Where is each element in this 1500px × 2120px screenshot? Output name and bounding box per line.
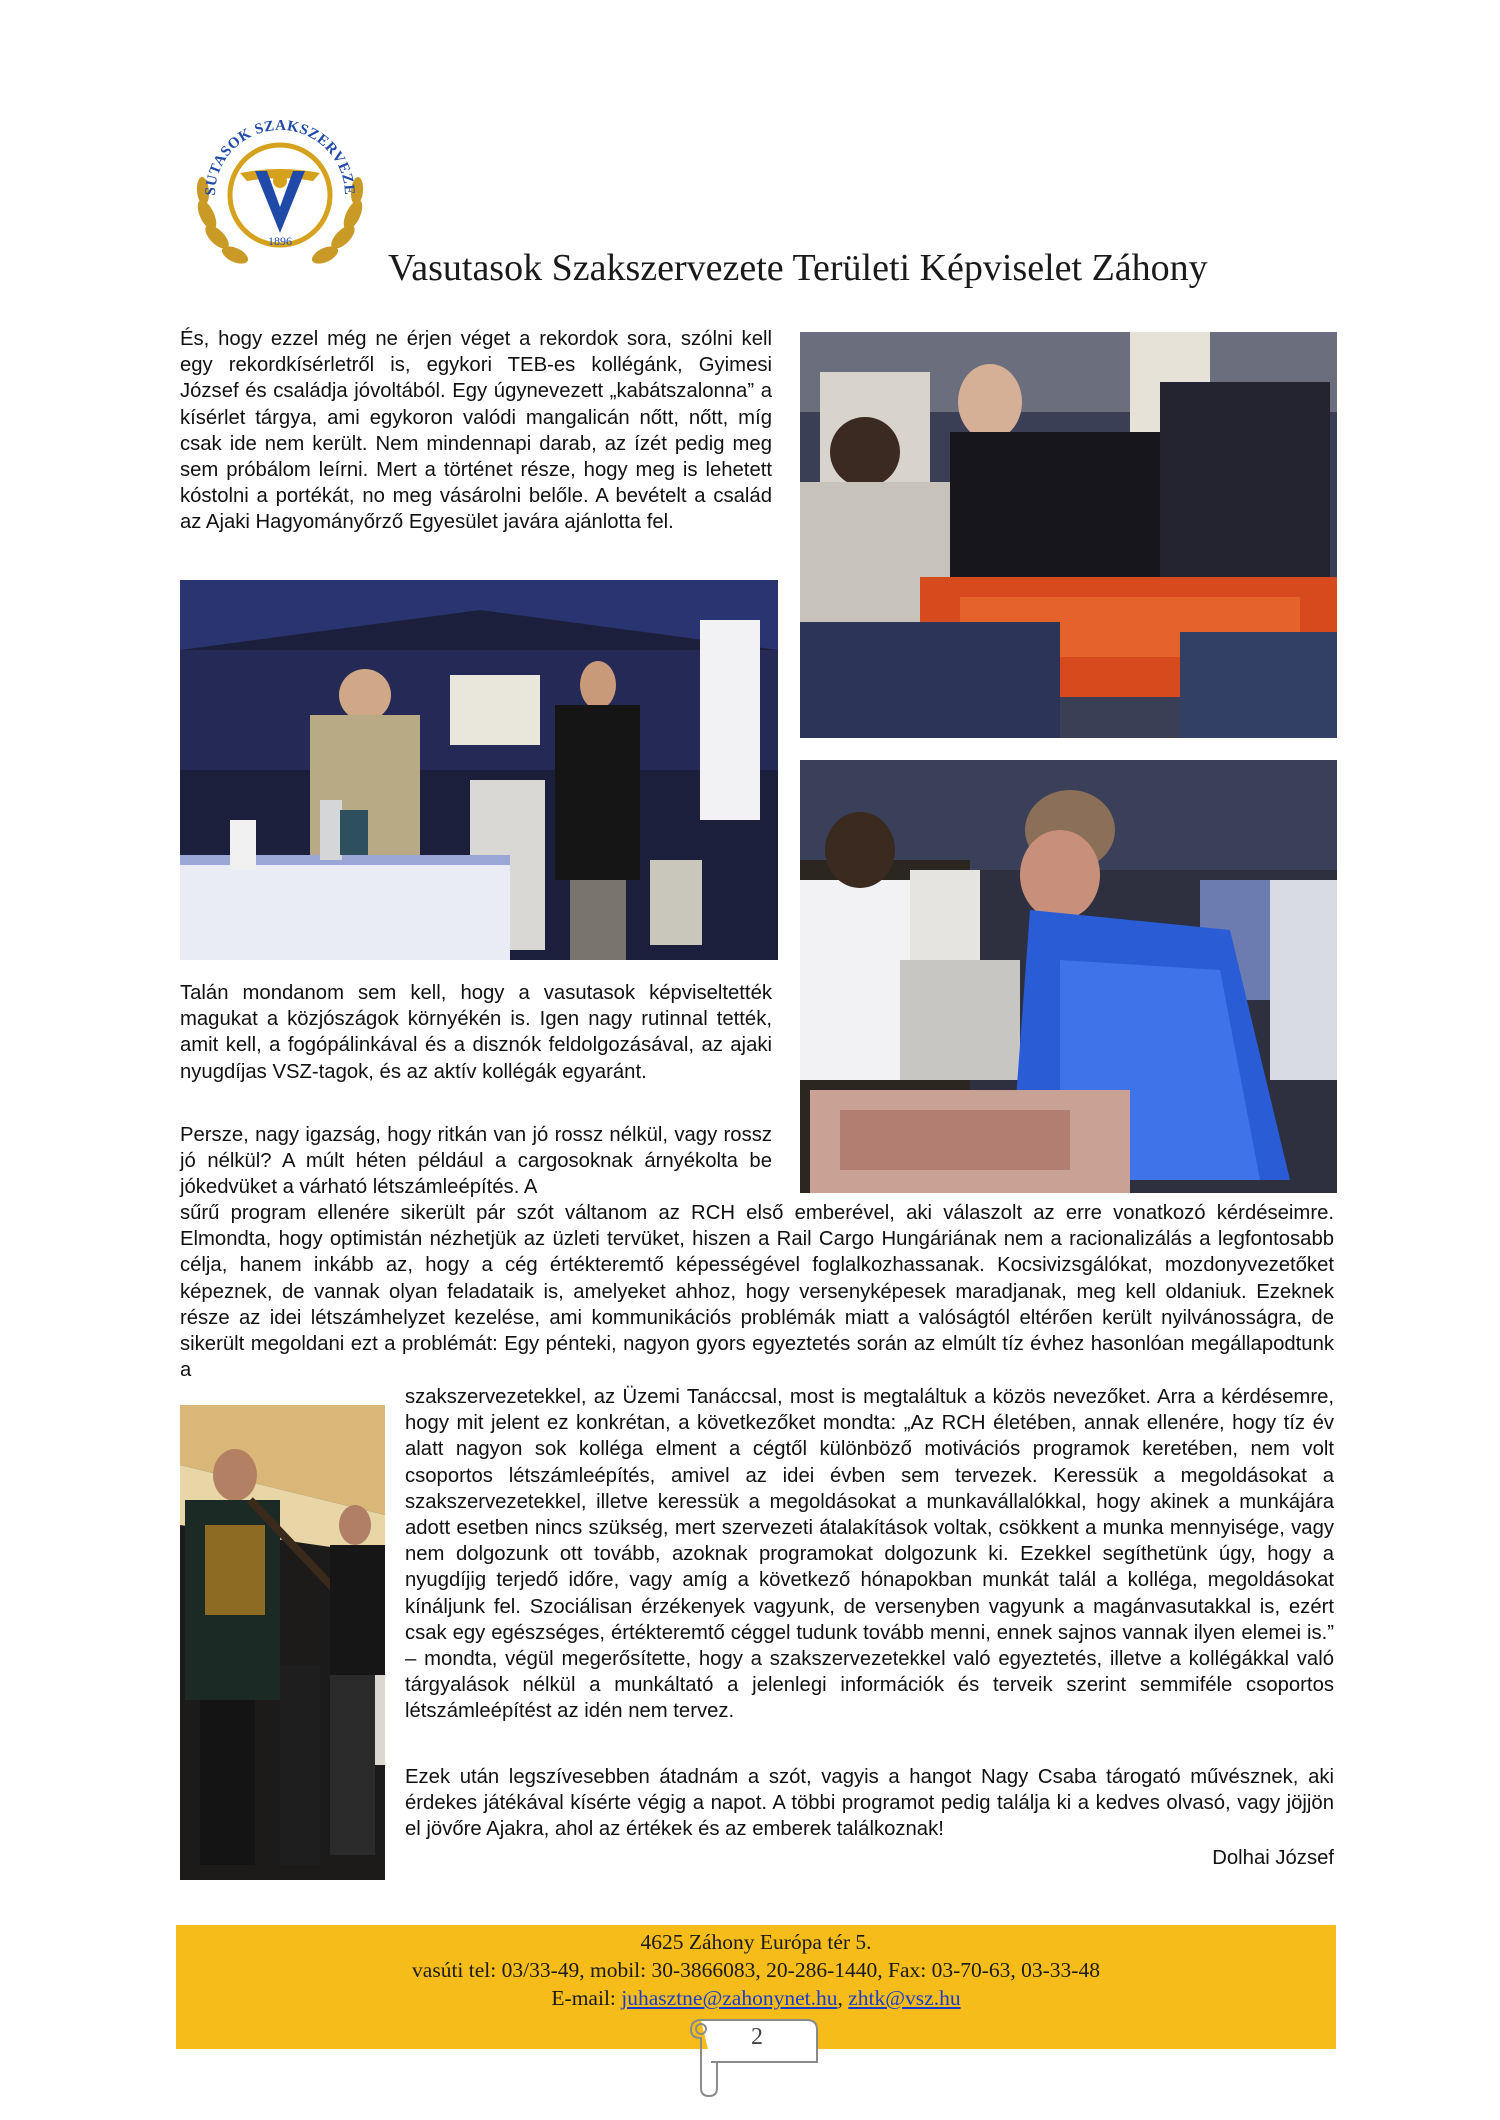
article-paragraph-3: Persze, nagy igazság, hogy ritkán van jó rossz nélkül, vagy rossz jó nélkül? A múlt héten például a cargosoknak árnyékolta be jókedvüket a várható létszámleépítés. A xyxy=(180,1124,772,1199)
page-number: 2 xyxy=(751,2024,763,2050)
footer-address: 4625 Záhony Európa tér 5. xyxy=(640,1930,872,1954)
logo-year: 1896 xyxy=(268,234,292,248)
email-link-juhasztne[interactable]: juhasztne@zahonynet.hu xyxy=(621,1986,838,2010)
footer-phones: vasúti tel: 03/33-49, mobil: 30-3866083, 20-286-1440, Fax: 03-70-63, 03-33-48 xyxy=(412,1958,1100,1982)
photo-tarogato-musician xyxy=(180,1405,385,1880)
article-paragraph-5: szakszervezetekkel, az Üzemi Tanáccsal, most is megtaláltuk a közös nevezőket. Arra a kérdésemre, hogy mit jelent ez konkrétan, a következőket mondta: „Az RCH életében, annak ellenére, hogy tíz év alatt nagyon sok kolléga elment a cégtől különböző motivációs programok keretében, nem volt csoportos létszámleépítés, amivel az idei évben sem tervezek. Keressük a megoldásokat a szakszervezetekkel, illetve keressük a megoldásokat a munkavállalókkal, hogy akinek a munkájára adott esetben nincs szükség, mert szervezeti átalakítások voltak, csökkent a munka mennyisége, vagy nem dolgozunk ott tovább, azoknak programokat dolgozunk ki. Ezekkel segíthetünk úgy, hogy a nyugdíjig terjedő időre, vagy amíg a következő hónapokban munkát talál a kolléga, megoldásokat kínáljunk fel. Szociálisan érzékenyek vagyunk, de versenyben vagyunk a magánvasutakkal is, ezért csak egy egészséges, értékteremtő céggel tudunk tovább menni, ennek sajnos vannak ilyen elemei is.” – mondta, végül megerősítette, hogy a szakszervezetekkel való egyeztetés, illetve a kollégákkal való tárgyalások nélkül a munkáltató a jelenlegi információk és terveik szerint semmiféle csoportos létszámleépítést az idén nem tervez. xyxy=(405,1386,1334,1723)
article-paragraph-2: Talán mondanom sem kell, hogy a vasutasok képviseltették magukat a közjószágok környékén is. Igen nagy rutinnal tették, amit kell, a fogópálinkával és a disznók feldolgozásával, az ajaki nyugdíjas VSZ-tagok, és az aktív kollégák egyaránt. xyxy=(180,982,772,1083)
footer-email-label: E-mail: xyxy=(551,1986,616,2010)
author-signature: Dolhai József xyxy=(1212,1847,1334,1869)
photo-man-blue-meat xyxy=(800,760,1337,1193)
footer-email-separator: , xyxy=(837,1986,843,2010)
footer-email-line xyxy=(176,1984,1336,2012)
photo-kabatszalonna xyxy=(800,332,1337,738)
logo-emblem-icon xyxy=(185,95,375,277)
logo-text: SUTASOK SZAKSZERVEZE xyxy=(202,117,358,196)
article-paragraph-1: És, hogy ezzel még ne érjen véget a rekordok sora, szólni kell egy rekordkísérletről is, egykori TEB-es kollégánk, Gyimesi József és családja jóvoltából. Egy úgynevezett „kabátszalonna” a kísérlet tárgya, ami egykoron valódi mangalicán nőtt, nőtt, míg csak ide nem került. Nem mindennapi darab, az ízét pedig meg sem próbálom leírni. Mert a történet része, hogy meg is lehetett kóstolni a portékát, no meg vásárolni belőle. A bevételt a család az Ajaki Hagyományőrző Egyesület javára ajánlotta fel. xyxy=(180,328,772,534)
page-title: Vasutasok Szakszervezete Területi Képviselet Záhony xyxy=(388,247,1208,289)
article-paragraph-4: sűrű program ellenére sikerült pár szót váltanom az RCH első emberével, aki válaszolt az erre vonatkozó kérdéseimre. Elmondta, hogy optimistán nézhetjük az üzleti tervüket, hiszen a Rail Cargo Hungáriának nem a racionalizálás a legfontosabb célja, hanem inkább az, hogy a cég értékteremtő képességével foglalkozhassanak. Kocsivizsgálókat, mozdonyvezetőket képeznek, de vannak olyan feladataik is, amelyeket ahhoz, hogy versenyképesek maradjanak, meg kell oldaniuk. Ezeknek része az idei létszámhelyzet kezelése, ami kommunikációs problémák miatt a valóságtól eltérően került nyilvánosságra, de sikerült megoldani ezt a problémát: Egy pénteki, nagyon gyors egyeztetés során az elmúlt tíz évhez hasonlóan megállapodtunk a xyxy=(180,1202,1334,1382)
union-logo xyxy=(185,95,375,277)
email-link-zhtk[interactable]: zhtk@vsz.hu xyxy=(848,1986,961,2010)
article-paragraph-6: Ezek után legszívesebben átadnám a szót, vagyis a hangot Nagy Csaba tárogató művésznek, aki érdekes játékával kísérte végig a napot. A többi programot pedig találja ki a kedves olvasó, vagy jöjjön el jövőre Ajakra, ahol az értékek és az emberek találkoznak! xyxy=(405,1766,1334,1841)
photo-tent-women xyxy=(180,580,778,960)
